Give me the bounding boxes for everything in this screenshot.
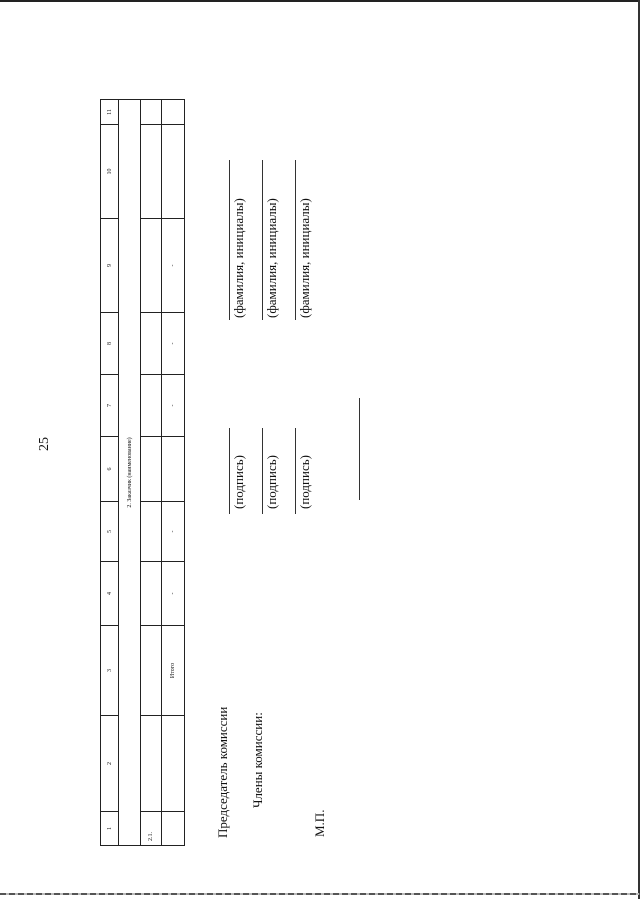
table-section-row — [119, 100, 141, 846]
table-cell: Итого — [162, 626, 185, 716]
table-header-cell: 2 — [101, 716, 119, 812]
table-row — [141, 100, 162, 846]
table-header-cell: 5 — [101, 502, 119, 562]
table-cell — [162, 100, 185, 125]
table-cell: - — [162, 313, 185, 375]
chairman-signature-caption: (подпись) — [231, 455, 246, 509]
members-label: Члены комиссии: — [250, 712, 265, 808]
table-cell — [141, 502, 162, 562]
table-header-cell: 6 — [101, 437, 119, 502]
table-header-cell: 10 — [101, 125, 119, 219]
chairman-signature-line — [229, 428, 230, 514]
scan-bottom-edge — [0, 893, 640, 895]
table-header-cell: 1 — [101, 812, 119, 846]
member1-signature-line — [262, 428, 263, 514]
section-title: 2. Заказчик (наименование) — [119, 100, 141, 846]
table-header-cell: 8 — [101, 313, 119, 375]
table-cell — [162, 812, 185, 846]
table-cell: 2.1. — [141, 812, 162, 846]
table-cell — [141, 313, 162, 375]
table-cell — [141, 437, 162, 502]
table-header-cell: 3 — [101, 626, 119, 716]
table-cell — [141, 562, 162, 626]
table-header-cell: 4 — [101, 562, 119, 626]
scan-top-edge — [0, 0, 640, 2]
chairman-name-line — [229, 160, 230, 320]
table-cell — [141, 100, 162, 125]
seal-line — [359, 398, 360, 500]
table-row — [162, 100, 185, 846]
table-cell: - — [162, 375, 185, 437]
member2-signature-caption: (подпись) — [297, 455, 312, 509]
table-cell — [162, 716, 185, 812]
table-cell: - — [162, 502, 185, 562]
table-header-cell: 7 — [101, 375, 119, 437]
table-cell — [141, 716, 162, 812]
table-cell: - — [162, 219, 185, 313]
seal-label: М.П. — [312, 809, 327, 837]
table-header-cell: 9 — [101, 219, 119, 313]
report-table — [100, 100, 180, 846]
member2-name-line — [295, 160, 296, 320]
table-cell: - — [162, 562, 185, 626]
chairman-label: Председатель комиссии — [215, 706, 230, 838]
member1-signature-caption: (подпись) — [264, 455, 279, 509]
table-cell — [162, 437, 185, 502]
member1-name-line — [262, 160, 263, 320]
table-header-row — [101, 100, 119, 846]
table-header-cell: 11 — [101, 100, 119, 125]
member1-name-caption: (фамилия, инициалы) — [264, 198, 279, 318]
table-cell — [141, 219, 162, 313]
chairman-name-caption: (фамилия, инициалы) — [231, 198, 246, 318]
table-cell — [141, 626, 162, 716]
member2-signature-line — [295, 428, 296, 514]
table-cell — [162, 125, 185, 219]
page-number: 25 — [37, 437, 52, 451]
table-cell — [141, 375, 162, 437]
member2-name-caption: (фамилия, инициалы) — [297, 198, 312, 318]
table-cell — [141, 125, 162, 219]
